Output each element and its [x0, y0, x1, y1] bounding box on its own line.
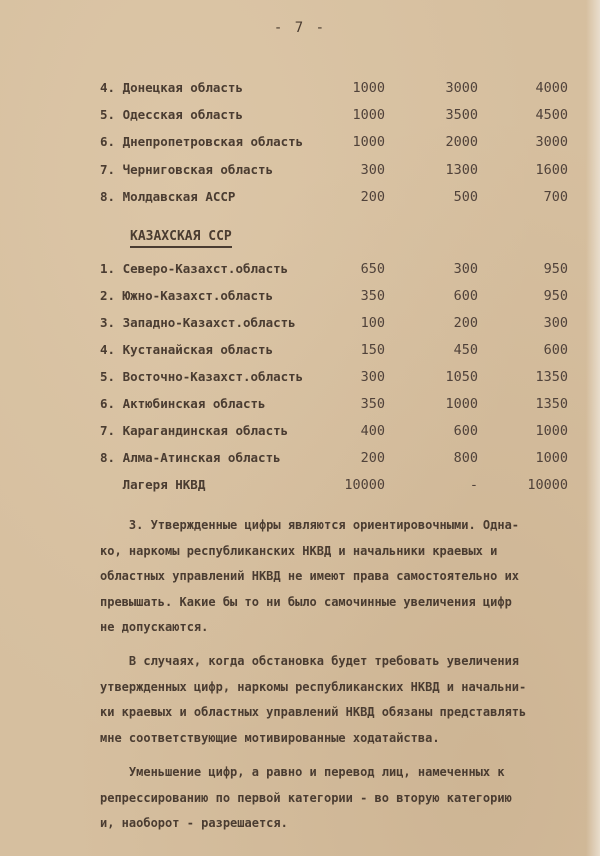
table-row — [100, 261, 568, 281]
text-line: областных управлений НКВД не имеют права самостоятельно их — [100, 569, 520, 583]
second-category-count: 450 — [453, 342, 478, 358]
second-category-count: - — [469, 477, 478, 493]
first-category-count: 400 — [360, 423, 385, 439]
table-row — [100, 80, 568, 100]
table-row — [100, 161, 568, 182]
first-category-count: 200 — [360, 450, 385, 466]
table-row — [100, 477, 568, 497]
total-count: 300 — [543, 315, 568, 331]
total-count: 1350 — [535, 396, 568, 412]
first-category-count: 200 — [360, 188, 385, 205]
region-name: 5. Одесская область — [100, 107, 243, 123]
second-category-count: 1050 — [445, 369, 478, 385]
total-count: 1350 — [535, 369, 568, 385]
text-line: ко, наркомы республиканских НКВД и начальники краевых и — [100, 543, 498, 558]
second-category-count: 600 — [453, 288, 478, 304]
region-name: 4. Кустанайская область — [100, 342, 274, 357]
paper-edge — [586, 0, 600, 856]
total-count: 1000 — [535, 423, 568, 439]
first-category-count: 650 — [360, 261, 385, 277]
total-count: 600 — [543, 342, 568, 358]
text-line: Уменьшение цифр, а равно и перевод лиц, намеченных к — [100, 765, 505, 779]
total-count: 950 — [543, 288, 568, 304]
second-category-count: 1000 — [445, 396, 478, 412]
table-row — [100, 450, 568, 470]
total-count: 950 — [543, 261, 568, 277]
table-row — [100, 288, 568, 308]
paragraph — [100, 760, 570, 837]
second-category-count: 600 — [453, 423, 478, 439]
text-line: 3. Утвержденные цифры являются ориентировочными. Одна- — [100, 518, 520, 532]
table-row — [100, 369, 568, 389]
table-row — [100, 396, 568, 416]
second-category-count: 3000 — [445, 80, 478, 96]
second-category-count: 200 — [453, 315, 478, 331]
text-line: ки краевых и областных управлений НКВД обязаны представлять — [100, 705, 527, 719]
first-category-count: 300 — [360, 369, 385, 385]
region-name: 6. Актюбинская область — [100, 396, 266, 411]
table-row — [100, 107, 568, 127]
total-count: 4000 — [535, 80, 568, 96]
table-row — [100, 188, 568, 209]
first-category-count: 1000 — [352, 80, 385, 96]
table-row — [100, 423, 568, 443]
region-name: 4. Донецкая область — [100, 80, 243, 95]
first-category-count: 300 — [360, 161, 385, 178]
first-category-count: 350 — [360, 288, 385, 304]
total-count: 10000 — [527, 477, 568, 493]
region-name: 3. Западно-Казахст.область — [100, 315, 296, 330]
region-name: 1. Северо-Казахст.область — [100, 261, 289, 276]
first-category-count: 1000 — [352, 134, 385, 151]
second-category-count: 500 — [453, 188, 478, 205]
second-category-count: 800 — [453, 450, 478, 466]
second-category-count: 3500 — [445, 107, 478, 124]
first-category-count: 350 — [360, 396, 385, 412]
total-count: 4500 — [535, 107, 568, 124]
total-count: 3000 — [535, 134, 568, 151]
region-name: 8. Алма-Атинская область — [100, 450, 281, 465]
second-category-count: 300 — [453, 261, 478, 277]
first-category-count: 1000 — [352, 107, 385, 124]
region-name: 5. Восточно-Казахст.область — [100, 369, 304, 384]
text-line: не допускаются. — [100, 620, 209, 634]
text-line: мне соответствующие мотивированные ходатайства. — [100, 730, 440, 745]
paragraph — [100, 649, 570, 751]
page-number: - 7 - — [273, 20, 327, 36]
region-name: 2. Южно-Казахст.область — [100, 288, 274, 303]
text-line: превышать. Какие бы то ни было самочинные увеличения цифр — [100, 594, 512, 609]
region-name: 7. Карагандинская область — [100, 423, 289, 438]
paragraph — [100, 513, 570, 641]
text-line: и, наоборот - разрешается. — [100, 816, 288, 830]
table-row — [100, 134, 568, 154]
first-category-count: 10000 — [344, 477, 385, 493]
text-line: репрессированию по первой категории - во вторую категорию — [100, 790, 512, 805]
region-name: Лагеря НКВД — [100, 477, 206, 492]
total-count: 1000 — [535, 450, 568, 466]
section-title-kazakh-ssr: КАЗАХСКАЯ ССР — [130, 229, 232, 248]
first-category-count: 100 — [360, 315, 385, 331]
second-category-count: 1300 — [445, 161, 478, 178]
first-category-count: 150 — [360, 342, 385, 358]
region-name: 8. Молдавская АССР — [100, 188, 236, 204]
region-name: 6. Днепропетровская область — [100, 134, 304, 150]
table-row — [100, 315, 568, 335]
total-count: 1600 — [535, 161, 568, 178]
text-line: утвержденных цифр, наркомы республиканских НКВД и начальни- — [100, 679, 527, 694]
second-category-count: 2000 — [445, 134, 478, 151]
table-row — [100, 342, 568, 362]
region-name: 7. Черниговская область — [100, 161, 274, 177]
text-line: В случаях, когда обстановка будет требовать увеличения — [100, 654, 520, 668]
total-count: 700 — [543, 188, 568, 205]
